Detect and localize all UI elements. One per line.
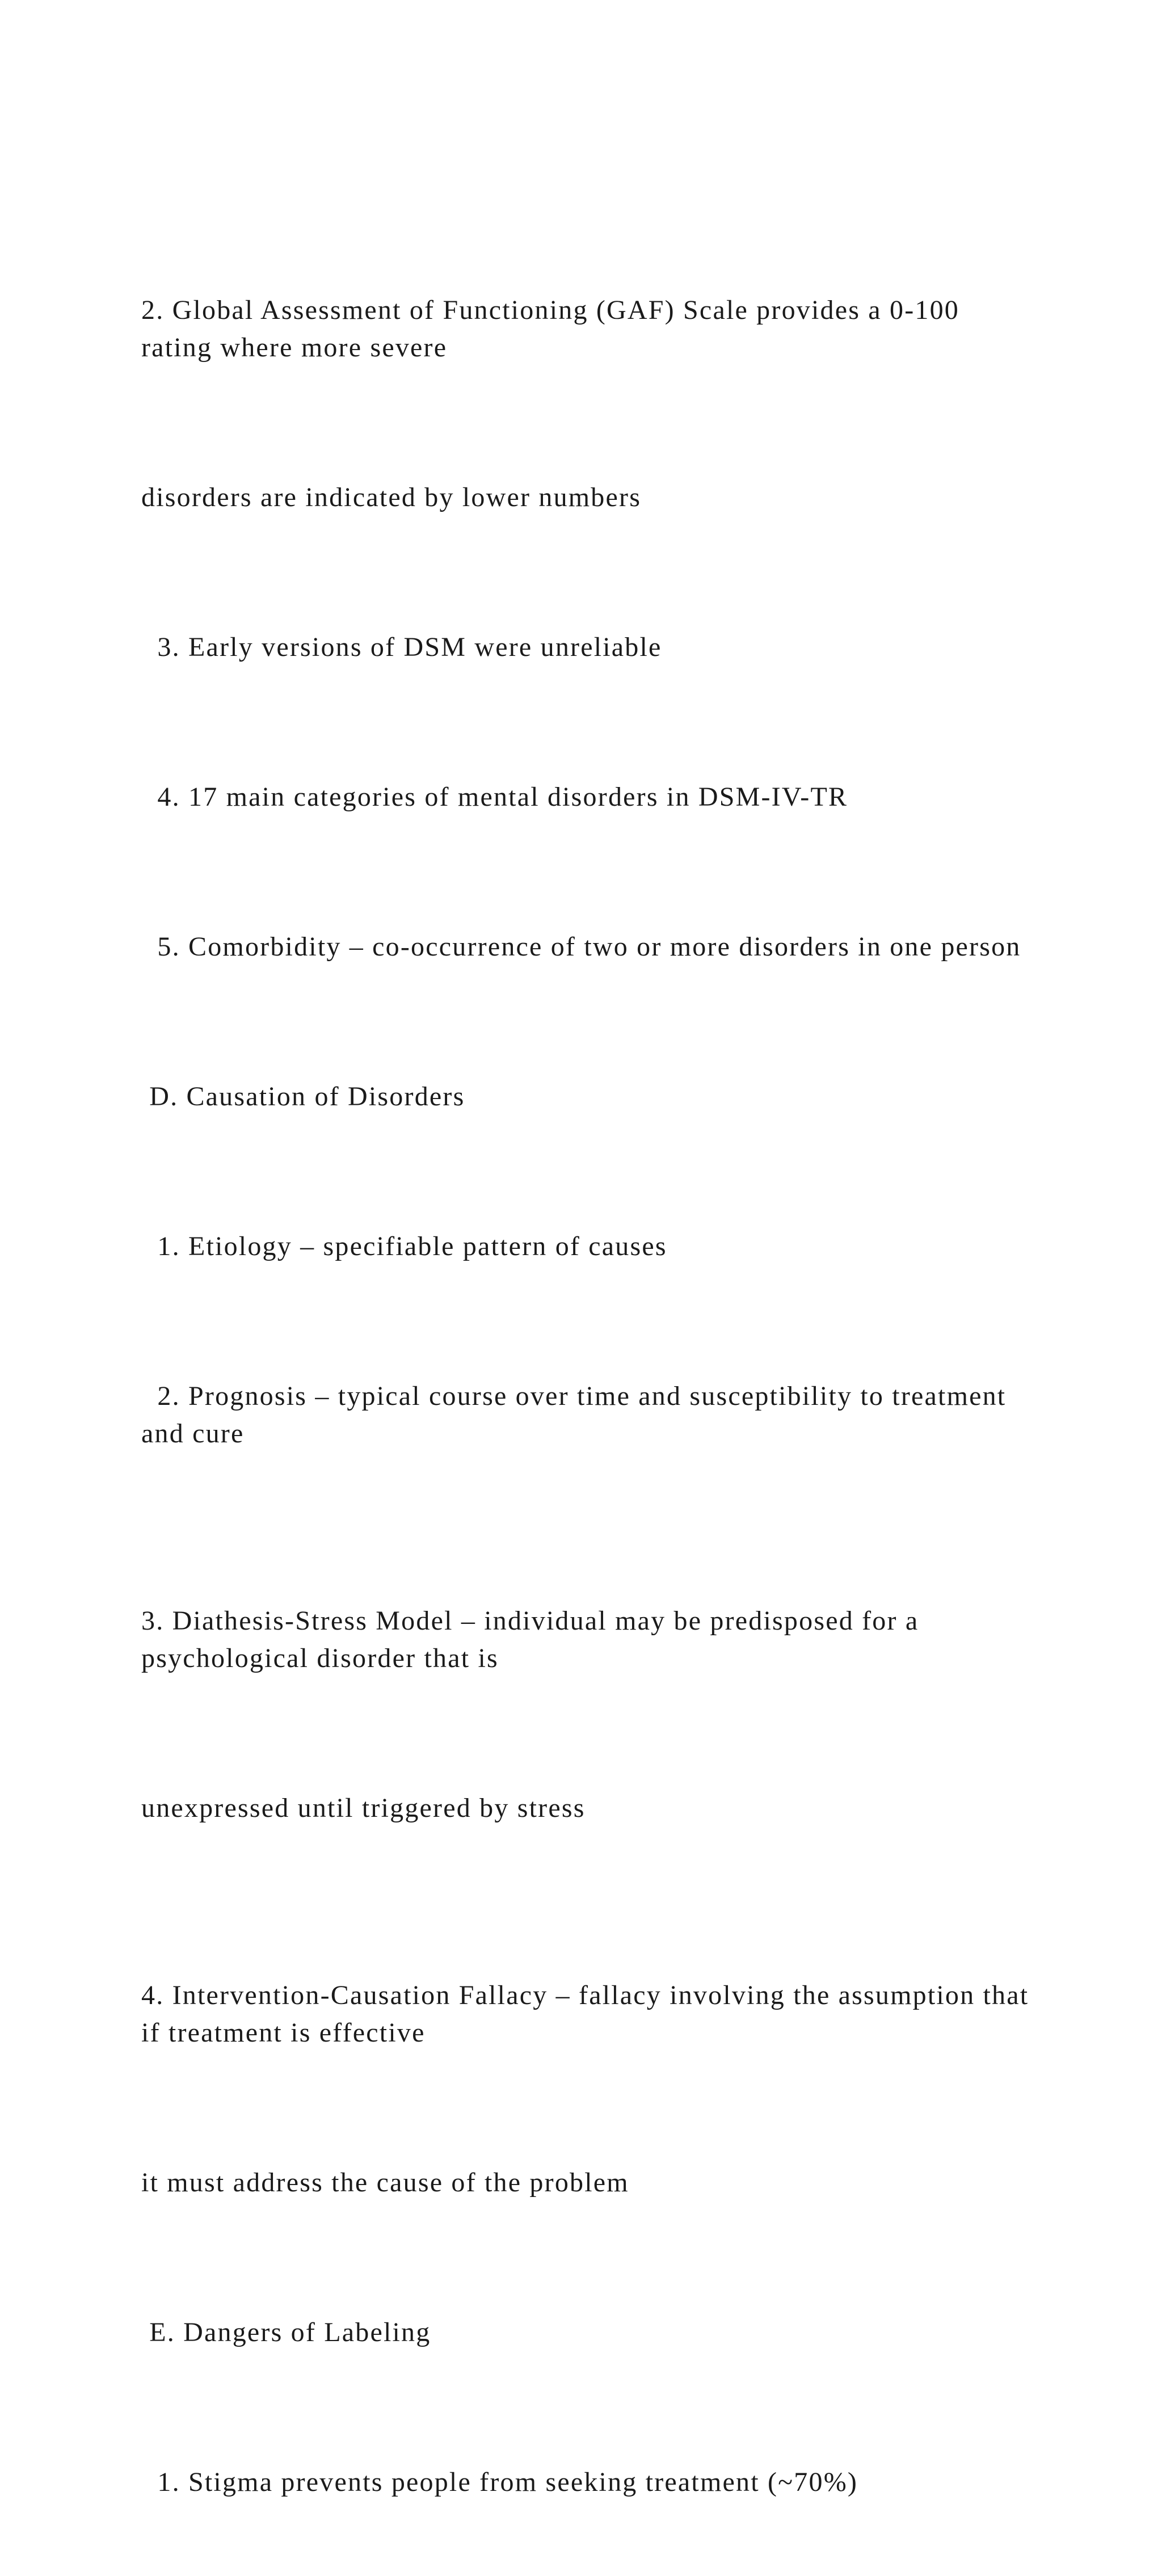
paragraph-early-dsm: 3. Early versions of DSM were unreliable xyxy=(141,632,662,662)
section-heading-causation: D. Causation of Disorders xyxy=(141,1081,465,1112)
paragraph-stigma: 1. Stigma prevents people from seeking treatment (~70%) xyxy=(141,2467,858,2497)
paragraph-prognosis: 2. Prognosis – typical course over time and susceptibility to treatment and cure xyxy=(141,1381,1014,1449)
paragraph-comorbidity: 5. Comorbidity – co-occurrence of two or more disorders in one person xyxy=(141,932,1021,962)
paragraph-dsm-categories: 4. 17 main categories of mental disorders in DSM-IV-TR xyxy=(141,782,848,812)
paragraph-intervention-fallacy: 4. Intervention-Causation Fallacy – fallacy involving the assumption that if treatment is effective xyxy=(141,1980,1037,2048)
paragraph-fallacy-continuation: it must address the cause of the problem xyxy=(141,2167,629,2198)
paragraph-etiology: 1. Etiology – specifiable pattern of causes xyxy=(141,1231,667,1261)
paragraph-gaf-continuation: disorders are indicated by lower numbers xyxy=(141,482,642,512)
paragraph-diathesis-stress: 3. Diathesis-Stress Model – individual may be predisposed for a psychological disorder that is xyxy=(141,1606,927,1673)
paragraph-gaf-scale: 2. Global Assessment of Functioning (GAF) Scale provides a 0-100 rating where more severe xyxy=(141,295,968,363)
paragraph-diathesis-continuation: unexpressed until triggered by stress xyxy=(141,1793,586,1823)
section-heading-labeling: E. Dangers of Labeling xyxy=(141,2317,431,2347)
document-body xyxy=(141,217,1038,2576)
